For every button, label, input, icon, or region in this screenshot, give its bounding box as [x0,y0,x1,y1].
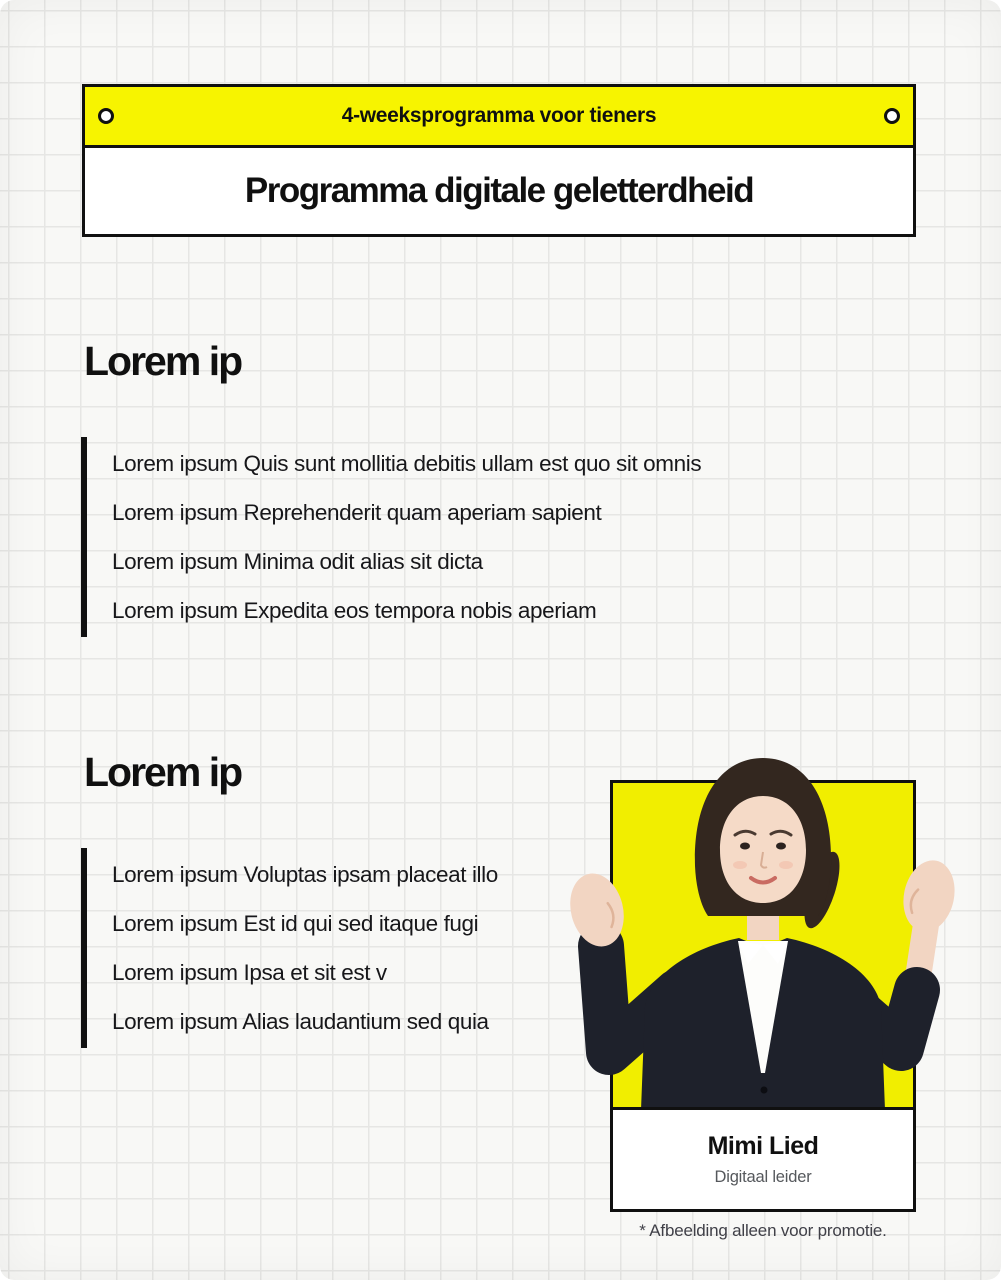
profile-photo-person [545,738,975,1110]
header-card [82,84,916,237]
photo-disclaimer: * Afbeelding alleen voor promotie. [639,1221,887,1240]
page-title: Programma digitale geletterdheid [244,171,754,210]
title-area [85,148,913,234]
list-item: Lorem ipsum Alias laudantium sed quia [112,1009,489,1034]
profile-name: Mimi Lied [707,1132,819,1160]
list-item: Lorem ipsum Voluptas ipsam placeat illo [112,862,498,887]
profile-role: Digitaal leider [714,1168,812,1186]
list-item: Lorem ipsum Minima odit alias sit dicta [112,549,483,574]
grommet-hole-icon-left [98,108,114,124]
header-banner [85,87,913,148]
section-2-list [81,848,498,1048]
list-item: Lorem ipsum Ipsa et sit est v [112,960,387,985]
profile-name-card [610,1110,916,1212]
grommet-hole-icon-right [884,108,900,124]
section-1-list [81,437,701,637]
list-item: Lorem ipsum Expedita eos tempora nobis aperiam [112,598,597,623]
list-item: Lorem ipsum Quis sunt mollitia debitis ullam est quo sit omnis [112,451,702,476]
list-item: Lorem ipsum Est id qui sed itaque fugi [112,911,479,936]
section-1-heading: Lorem ip [84,338,242,384]
list-item: Lorem ipsum Reprehenderit quam aperiam sapient [112,500,602,525]
banner-label: 4-weeksprogramma voor tieners [341,104,657,127]
section-2-heading: Lorem ip [84,749,242,795]
